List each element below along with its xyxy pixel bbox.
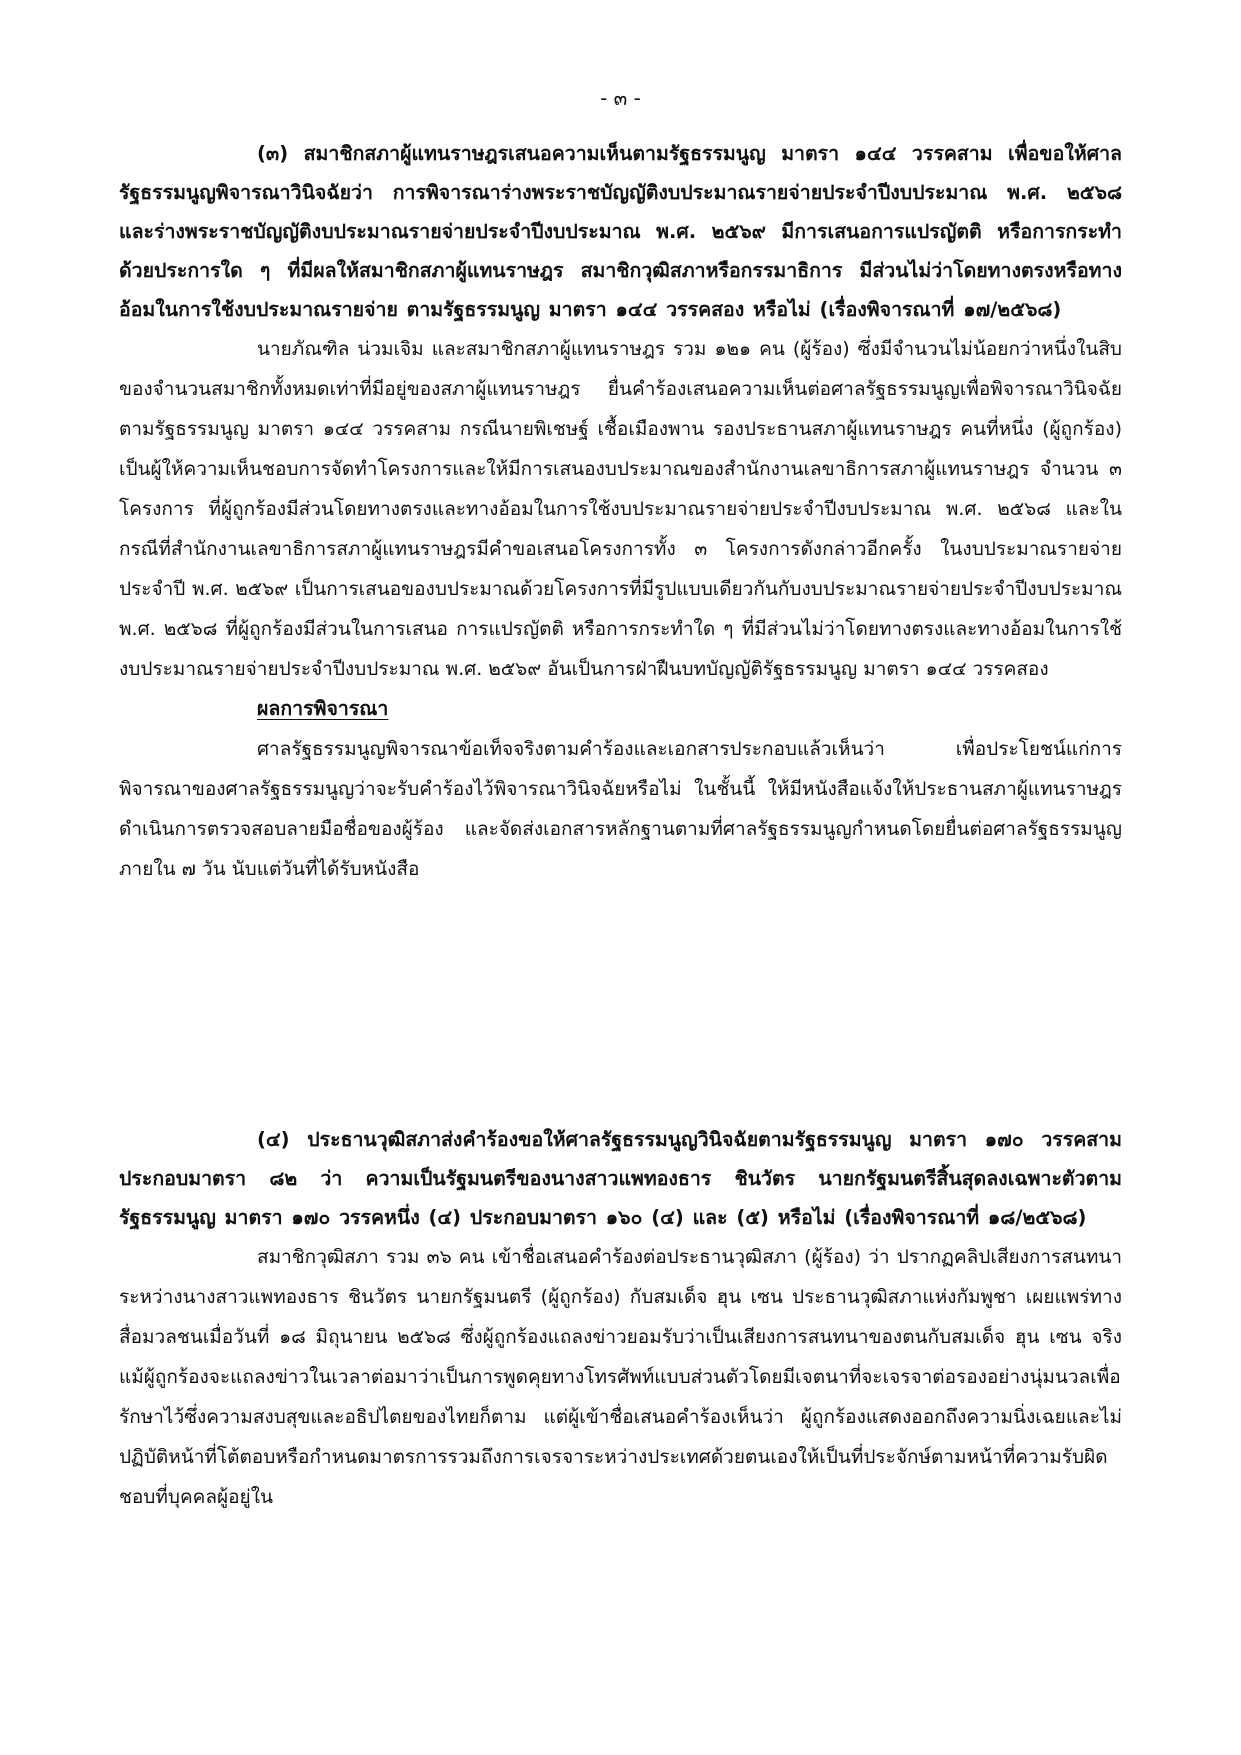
section-3-body: นายภัณฑิล น่วมเจิม และสมาชิกสภาผู้แทนราษฎร รวม ๑๒๑ คน (ผู้ร้อง) ซึ่งมีจำนวนไม่น้อยกว่าหนึ่งในสิบของจำนวนสมาชิกทั้งหมดเท่าที่มีอยู่ของสภาผู้แทนราษฎร ยื่นคำร้องเสนอความเห็นต่อศาลรัฐธรรมนูญเพื่อพิจารณาวินิจฉัยตามรัฐธรรมนูญ มาตรา ๑๔๔ วรรคสาม กรณีนายพิเชษฐ์ เชื้อเมืองพาน รองประธานสภาผู้แทนราษฎร คนที่หนึ่ง (ผู้ถูกร้อง) เป็นผู้ให้ความเห็นชอบการจัดทำโครงการและให้มีการเสนองบประมาณของสำนักงานเลขาธิการสภาผู้แทนราษฎร จำนวน ๓ โครงการ ที่ผู้ถูกร้องมีส่วนโดยทางตรงและทางอ้อมในการใช้งบประมาณรายจ่ายประจำปีงบประมาณ พ.ศ. ๒๕๖๘ และในกรณีที่สำนักงานเลขาธิการสภาผู้แทนราษฎรมีคำขอเสนอโครงการทั้ง ๓ โครงการดังกล่าวอีกครั้ง ในงบประมาณรายจ่ายประจำปี พ.ศ. ๒๕๖๙ เป็นการเสนอของบประมาณด้วยโครงการที่มีรูปแบบเดียวกันกับงบประมาณรายจ่ายประจำปีงบประมาณ พ.ศ. ๒๕๖๘ ที่ผู้ถูกร้องมีส่วนในการเสนอ การแปรญัตติ หรือการกระทำใด ๆ ที่มีส่วนไม่ว่าโดยทางตรงและทางอ้อมในการใช้งบประมาณรายจ่ายประจำปีงบประมาณ พ.ศ. ๒๕๖๙ อันเป็นการฝ่าฝืนบทบัญญัติรัฐธรรมนูญ มาตรา ๑๔๔ วรรคสอง	[119, 338, 1122, 680]
page-number: - ๓ -	[600, 86, 641, 110]
section-3	[119, 134, 1122, 889]
section-3-result-body: ศาลรัฐธรรมนูญพิจารณาข้อเท็จจริงตามคำร้องและเอกสารประกอบแล้วเห็นว่า เพื่อประโยชน์แก่การพิจารณาของศาลรัฐธรรมนูญว่าจะรับคำร้องไว้พิจารณาวินิจฉัยหรือไม่ ในชั้นนี้ ให้มีหนังสือแจ้งให้ประธานสภาผู้แทนราษฎรดำเนินการตรวจสอบลายมือชื่อของผู้ร้อง และจัดส่งเอกสารหลักฐานตามที่ศาลรัฐธรรมนูญกำหนดโดยยื่นต่อศาลรัฐธรรมนูญภายใน ๗ วัน นับแต่วันที่ได้รับหนังสือ	[119, 738, 1122, 880]
section-3-heading: (๓) สมาชิกสภาผู้แทนราษฎรเสนอความเห็นตามรัฐธรรมนูญ มาตรา ๑๔๔ วรรคสาม เพื่อขอให้ศาลรัฐธรรมนูญพิจารณาวินิจฉัยว่า การพิจารณาร่างพระราชบัญญัติงบประมาณรายจ่ายประจำปีงบประมาณ พ.ศ. ๒๕๖๘ และร่างพระราชบัญญัติงบประมาณรายจ่ายประจำปีงบประมาณ พ.ศ. ๒๕๖๙ มีการเสนอการแปรญัตติ หรือการกระทำด้วยประการใด ๆ ที่มีผลให้สมาชิกสภาผู้แทนราษฎร สมาชิกวุฒิสภาหรือกรรมาธิการ มีส่วนไม่ว่าโดยทางตรงหรือทางอ้อมในการใช้งบประมาณรายจ่าย ตามรัฐธรรมนูญ มาตรา ๑๔๔ วรรคสอง หรือไม่ (เรื่องพิจารณาที่ ๑๗/๒๕๖๘)	[119, 142, 1122, 321]
section-4	[119, 1120, 1122, 1517]
section-4-body: สมาชิกวุฒิสภา รวม ๓๖ คน เข้าชื่อเสนอคำร้องต่อประธานวุฒิสภา (ผู้ร้อง) ว่า ปรากฏคลิปเสียงการสนทนาระหว่างนางสาวแพทองธาร ชินวัตร นายกรัฐมนตรี (ผู้ถูกร้อง) กับสมเด็จ ฮุน เซน ประธานวุฒิสภาแห่งกัมพูชา เผยแพร่ทางสื่อมวลชนเมื่อวันที่ ๑๘ มิถุนายน ๒๕๖๘ ซึ่งผู้ถูกร้องแถลงข่าวยอมรับว่าเป็นเสียงการสนทนาของตนกับสมเด็จ ฮุน เซน จริง แม้ผู้ถูกร้องจะแถลงข่าวในเวลาต่อมาว่าเป็นการพูดคุยทางโทรศัพท์แบบส่วนตัวโดยมีเจตนาที่จะเจรจาต่อรองอย่างนุ่มนวลเพื่อรักษาไว้ซึ่งความสงบสุขและอธิปไตยของไทยก็ตาม แต่ผู้เข้าชื่อเสนอคำร้องเห็นว่า ผู้ถูกร้องแสดงออกถึงความนิ่งเฉยและไม่ปฏิบัติหน้าที่โต้ตอบหรือกำหนดมาตรการรวมถึงการเจรจาระหว่างประเทศด้วยตนเองให้เป็นที่ประจักษ์ตามหน้าที่ความรับผิดชอบที่บุคคลผู้อยู่ใน	[119, 1246, 1122, 1508]
section-4-heading: (๔) ประธานวุฒิสภาส่งคำร้องขอให้ศาลรัฐธรรมนูญวินิจฉัยตามรัฐธรรมนูญ มาตรา ๑๗๐ วรรคสาม ประกอบมาตรา ๘๒ ว่า ความเป็นรัฐมนตรีของนางสาวแพทองธาร ชินวัตร นายกรัฐมนตรีสิ้นสุดลงเฉพาะตัวตามรัฐธรรมนูญ มาตรา ๑๗๐ วรรคหนึ่ง (๔) ประกอบมาตรา ๑๖๐ (๔) และ (๕) หรือไม่ (เรื่องพิจารณาที่ ๑๘/๒๕๖๘)	[119, 1128, 1122, 1229]
section-3-result-heading: ผลการพิจารณา	[257, 697, 389, 720]
